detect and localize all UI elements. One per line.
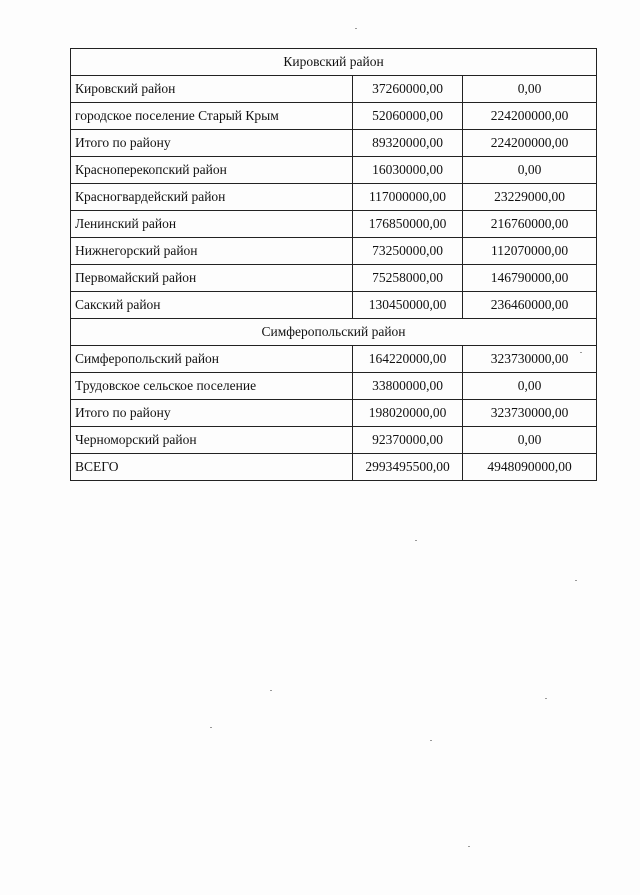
row-value-2: 236460000,00: [463, 292, 597, 319]
row-value-1: 75258000,00: [353, 265, 463, 292]
row-value-1: 198020000,00: [353, 400, 463, 427]
table-row: [71, 265, 597, 292]
row-value-1: 2993495500,00: [353, 454, 463, 481]
row-name: Нижнегорский район: [71, 238, 353, 265]
row-value-1: 73250000,00: [353, 238, 463, 265]
scan-speck: [468, 846, 470, 847]
table-row: [71, 427, 597, 454]
row-value-2: 323730000,00: [463, 346, 597, 373]
row-value-1: 37260000,00: [353, 76, 463, 103]
scan-speck: [415, 540, 417, 541]
row-name: городское поселение Старый Крым: [71, 103, 353, 130]
row-value-1: 89320000,00: [353, 130, 463, 157]
table-row: [71, 400, 597, 427]
scan-speck: [545, 698, 547, 699]
row-name: Красногвардейский район: [71, 184, 353, 211]
section-title: Кировский район: [71, 49, 597, 76]
table-row: [71, 292, 597, 319]
scan-speck: [580, 352, 582, 353]
row-name: Черноморский район: [71, 427, 353, 454]
row-value-1: 176850000,00: [353, 211, 463, 238]
table-row: [71, 373, 597, 400]
scan-speck: [575, 580, 577, 581]
row-value-2: 0,00: [463, 373, 597, 400]
scan-speck: [210, 727, 212, 728]
section-title: Симферопольский район: [71, 319, 597, 346]
section-header-row: [71, 49, 597, 76]
table-row: [71, 157, 597, 184]
row-value-1: 16030000,00: [353, 157, 463, 184]
section-header-row: [71, 319, 597, 346]
row-value-2: 224200000,00: [463, 103, 597, 130]
row-value-2: 0,00: [463, 427, 597, 454]
table-row: [71, 130, 597, 157]
table-body: [71, 49, 597, 481]
table-row: [71, 184, 597, 211]
row-value-1: 52060000,00: [353, 103, 463, 130]
row-value-2: 323730000,00: [463, 400, 597, 427]
row-name: Красноперекопский район: [71, 157, 353, 184]
row-name: Итого по району: [71, 400, 353, 427]
table-row: [71, 346, 597, 373]
row-name: Ленинский район: [71, 211, 353, 238]
row-name: Итого по району: [71, 130, 353, 157]
row-name: Сакский район: [71, 292, 353, 319]
table-row: [71, 454, 597, 481]
scan-speck: [270, 690, 272, 691]
row-value-2: 23229000,00: [463, 184, 597, 211]
row-name: ВСЕГО: [71, 454, 353, 481]
row-value-1: 33800000,00: [353, 373, 463, 400]
row-name: Трудовское сельское поселение: [71, 373, 353, 400]
row-value-2: 0,00: [463, 157, 597, 184]
row-value-2: 112070000,00: [463, 238, 597, 265]
table-row: [71, 238, 597, 265]
scan-speck: [430, 740, 432, 741]
row-name: Первомайский район: [71, 265, 353, 292]
table-row: [71, 103, 597, 130]
table-row: [71, 76, 597, 103]
row-value-2: 0,00: [463, 76, 597, 103]
row-name: Симферопольский район: [71, 346, 353, 373]
row-value-2: 216760000,00: [463, 211, 597, 238]
row-value-2: 4948090000,00: [463, 454, 597, 481]
row-value-1: 130450000,00: [353, 292, 463, 319]
table-row: [71, 211, 597, 238]
row-value-2: 224200000,00: [463, 130, 597, 157]
budget-table: [70, 48, 597, 481]
row-name: Кировский район: [71, 76, 353, 103]
row-value-2: 146790000,00: [463, 265, 597, 292]
row-value-1: 164220000,00: [353, 346, 463, 373]
row-value-1: 92370000,00: [353, 427, 463, 454]
row-value-1: 117000000,00: [353, 184, 463, 211]
scan-speck: [355, 28, 357, 29]
